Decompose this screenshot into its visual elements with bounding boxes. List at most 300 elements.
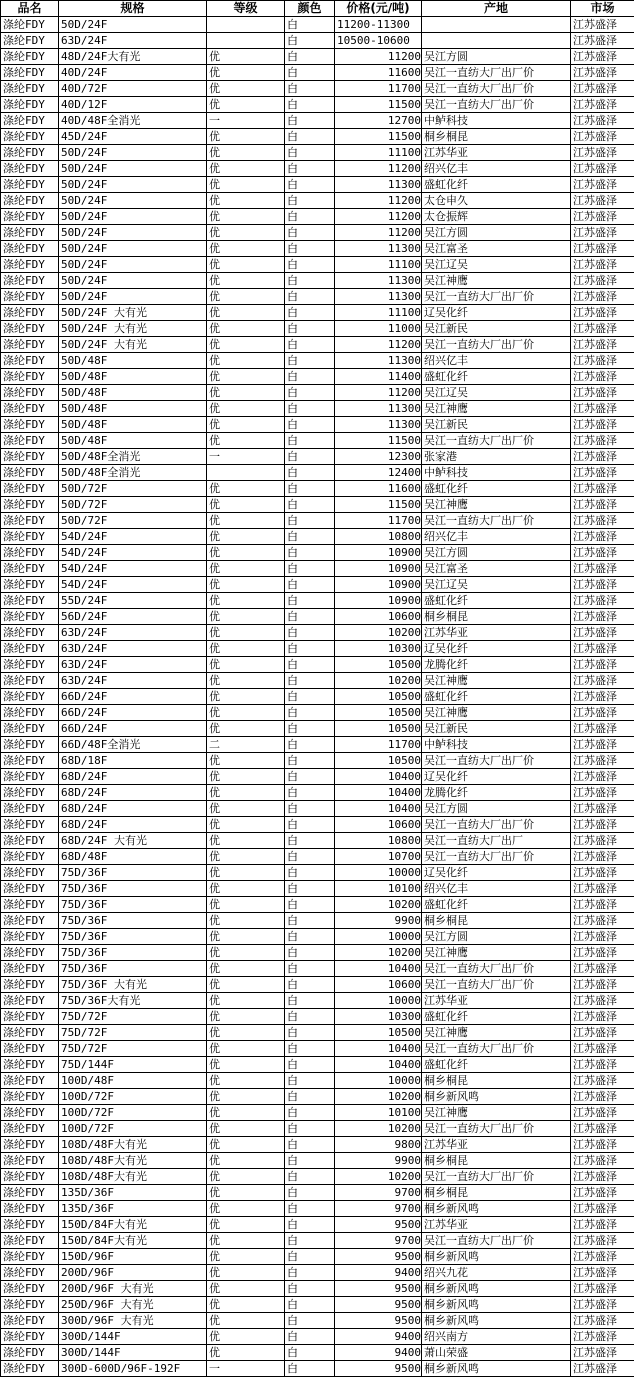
cell-market: 江苏盛泽 (571, 33, 634, 49)
table-row (1, 561, 634, 577)
cell-origin: 吴江一直纺大厂出厂价 (422, 81, 571, 97)
cell-grade: 优 (207, 513, 285, 529)
cell-origin: 桐乡新风鸣 (422, 1361, 571, 1377)
cell-grade: 优 (207, 289, 285, 305)
table-row (1, 497, 634, 513)
cell-product-name: 涤纶FDY (1, 817, 59, 833)
cell-market: 江苏盛泽 (571, 433, 634, 449)
cell-spec: 50D/24F (59, 289, 207, 305)
cell-product-name: 涤纶FDY (1, 737, 59, 753)
cell-market: 江苏盛泽 (571, 465, 634, 481)
table-row (1, 449, 634, 465)
cell-price: 11400 (335, 369, 422, 385)
cell-product-name: 涤纶FDY (1, 849, 59, 865)
cell-origin: 桐乡桐昆 (422, 129, 571, 145)
cell-product-name: 涤纶FDY (1, 1281, 59, 1297)
cell-grade: 优 (207, 817, 285, 833)
cell-color: 白 (285, 1185, 335, 1201)
cell-price: 10400 (335, 1057, 422, 1073)
cell-market: 江苏盛泽 (571, 1329, 634, 1345)
cell-grade (207, 17, 285, 33)
cell-spec: 66D/24F (59, 721, 207, 737)
cell-grade: 优 (207, 961, 285, 977)
cell-product-name: 涤纶FDY (1, 161, 59, 177)
cell-price: 9500 (335, 1313, 422, 1329)
table-row (1, 897, 634, 913)
cell-origin: 盛虹化纤 (422, 369, 571, 385)
cell-price: 10000 (335, 993, 422, 1009)
cell-price: 10600 (335, 817, 422, 833)
cell-price: 10000 (335, 1073, 422, 1089)
cell-price: 12300 (335, 449, 422, 465)
cell-color: 白 (285, 913, 335, 929)
cell-origin: 江苏华亚 (422, 625, 571, 641)
table-row (1, 65, 634, 81)
cell-color: 白 (285, 881, 335, 897)
cell-grade: 优 (207, 609, 285, 625)
cell-product-name: 涤纶FDY (1, 881, 59, 897)
cell-market: 江苏盛泽 (571, 385, 634, 401)
cell-origin: 绍兴九花 (422, 1265, 571, 1281)
cell-price: 10500 (335, 689, 422, 705)
cell-product-name: 涤纶FDY (1, 993, 59, 1009)
cell-origin: 吴江方圆 (422, 545, 571, 561)
cell-price: 10600 (335, 609, 422, 625)
cell-origin: 盛虹化纤 (422, 1009, 571, 1025)
cell-grade: 优 (207, 65, 285, 81)
cell-market: 江苏盛泽 (571, 97, 634, 113)
table-row (1, 1041, 634, 1057)
cell-grade: 优 (207, 257, 285, 273)
cell-origin: 太仓申久 (422, 193, 571, 209)
cell-origin: 太仓振辉 (422, 209, 571, 225)
cell-market: 江苏盛泽 (571, 881, 634, 897)
cell-price: 11500 (335, 497, 422, 513)
cell-market: 江苏盛泽 (571, 913, 634, 929)
cell-market: 江苏盛泽 (571, 337, 634, 353)
cell-market: 江苏盛泽 (571, 1009, 634, 1025)
table-row (1, 1281, 634, 1297)
cell-product-name: 涤纶FDY (1, 1233, 59, 1249)
cell-color: 白 (285, 785, 335, 801)
cell-origin: 桐乡桐昆 (422, 1153, 571, 1169)
cell-spec: 68D/18F (59, 753, 207, 769)
cell-color: 白 (285, 1201, 335, 1217)
cell-price: 11200 (335, 193, 422, 209)
cell-market: 江苏盛泽 (571, 177, 634, 193)
cell-price: 9700 (335, 1233, 422, 1249)
cell-color: 白 (285, 161, 335, 177)
cell-spec: 50D/24F (59, 209, 207, 225)
table-row (1, 1073, 634, 1089)
cell-product-name: 涤纶FDY (1, 353, 59, 369)
cell-spec: 50D/48F (59, 353, 207, 369)
cell-spec: 50D/24F (59, 193, 207, 209)
cell-origin: 江苏华亚 (422, 1137, 571, 1153)
cell-grade: 优 (207, 897, 285, 913)
cell-color: 白 (285, 305, 335, 321)
table-row (1, 1249, 634, 1265)
cell-origin: 吴江一直纺大厂出厂价 (422, 977, 571, 993)
cell-spec: 63D/24F (59, 657, 207, 673)
cell-spec: 75D/36F (59, 913, 207, 929)
cell-grade: 优 (207, 721, 285, 737)
cell-grade: 优 (207, 1057, 285, 1073)
cell-market: 江苏盛泽 (571, 1281, 634, 1297)
cell-product-name: 涤纶FDY (1, 1169, 59, 1185)
table-row (1, 881, 634, 897)
cell-market: 江苏盛泽 (571, 625, 634, 641)
table-row (1, 721, 634, 737)
cell-market: 江苏盛泽 (571, 673, 634, 689)
cell-market: 江苏盛泽 (571, 1345, 634, 1361)
cell-origin: 吴江一直纺大厂出厂价 (422, 65, 571, 81)
cell-grade: 优 (207, 593, 285, 609)
cell-market: 江苏盛泽 (571, 481, 634, 497)
cell-product-name: 涤纶FDY (1, 609, 59, 625)
cell-product-name: 涤纶FDY (1, 529, 59, 545)
cell-price: 9900 (335, 913, 422, 929)
cell-product-name: 涤纶FDY (1, 753, 59, 769)
cell-grade: 优 (207, 833, 285, 849)
table-row (1, 385, 634, 401)
cell-origin: 桐乡新风鸣 (422, 1313, 571, 1329)
cell-grade: 优 (207, 625, 285, 641)
cell-grade: 优 (207, 497, 285, 513)
cell-market: 江苏盛泽 (571, 353, 634, 369)
table-row (1, 913, 634, 929)
cell-market: 江苏盛泽 (571, 257, 634, 273)
cell-product-name: 涤纶FDY (1, 1073, 59, 1089)
cell-color: 白 (285, 753, 335, 769)
cell-origin: 盛虹化纤 (422, 1057, 571, 1073)
cell-market: 江苏盛泽 (571, 1121, 634, 1137)
table-row (1, 225, 634, 241)
cell-origin: 吴江神鹰 (422, 1025, 571, 1041)
cell-grade: 优 (207, 1201, 285, 1217)
table-row (1, 817, 634, 833)
cell-grade: 优 (207, 1313, 285, 1329)
cell-price: 10400 (335, 801, 422, 817)
cell-color: 白 (285, 433, 335, 449)
cell-origin: 吴江一直纺大厂出厂价 (422, 337, 571, 353)
table-row (1, 529, 634, 545)
table-row (1, 1201, 634, 1217)
cell-color: 白 (285, 1297, 335, 1313)
cell-spec: 100D/72F (59, 1121, 207, 1137)
cell-product-name: 涤纶FDY (1, 449, 59, 465)
cell-origin: 盛虹化纤 (422, 481, 571, 497)
cell-market: 江苏盛泽 (571, 1313, 634, 1329)
cell-price: 10400 (335, 961, 422, 977)
cell-product-name: 涤纶FDY (1, 321, 59, 337)
cell-spec: 40D/48F全消光 (59, 113, 207, 129)
cell-price: 10500 (335, 657, 422, 673)
cell-color: 白 (285, 465, 335, 481)
cell-spec: 75D/72F (59, 1025, 207, 1041)
cell-market: 江苏盛泽 (571, 497, 634, 513)
cell-spec: 50D/48F (59, 385, 207, 401)
cell-product-name: 涤纶FDY (1, 1153, 59, 1169)
table-row (1, 17, 634, 33)
table-row (1, 961, 634, 977)
cell-spec: 108D/48F大有光 (59, 1169, 207, 1185)
cell-price: 11000 (335, 321, 422, 337)
cell-origin: 绍兴亿丰 (422, 529, 571, 545)
cell-color: 白 (285, 705, 335, 721)
table-row (1, 785, 634, 801)
cell-color: 白 (285, 321, 335, 337)
cell-spec: 100D/72F (59, 1089, 207, 1105)
cell-price: 9700 (335, 1185, 422, 1201)
header-color: 颜色 (285, 1, 335, 17)
cell-color: 白 (285, 993, 335, 1009)
cell-grade: 优 (207, 881, 285, 897)
cell-market: 江苏盛泽 (571, 993, 634, 1009)
cell-spec: 50D/24F (59, 177, 207, 193)
cell-color: 白 (285, 577, 335, 593)
table-row (1, 625, 634, 641)
cell-market: 江苏盛泽 (571, 17, 634, 33)
cell-grade: 优 (207, 929, 285, 945)
header-market: 市场 (571, 1, 634, 17)
cell-spec: 68D/24F 大有光 (59, 833, 207, 849)
cell-market: 江苏盛泽 (571, 209, 634, 225)
cell-price: 10500-10600 (335, 33, 422, 49)
cell-price: 10400 (335, 785, 422, 801)
cell-color: 白 (285, 1041, 335, 1057)
cell-spec: 63D/24F (59, 673, 207, 689)
cell-spec: 63D/24F (59, 625, 207, 641)
table-row (1, 1009, 634, 1025)
cell-grade: 优 (207, 1025, 285, 1041)
cell-product-name: 涤纶FDY (1, 1089, 59, 1105)
cell-origin: 吴江方圆 (422, 49, 571, 65)
cell-price: 10800 (335, 529, 422, 545)
cell-product-name: 涤纶FDY (1, 193, 59, 209)
cell-color: 白 (285, 689, 335, 705)
cell-grade: 优 (207, 865, 285, 881)
cell-price: 9400 (335, 1345, 422, 1361)
cell-color: 白 (285, 241, 335, 257)
table-row (1, 1297, 634, 1313)
header-spec: 规格 (59, 1, 207, 17)
cell-grade: 优 (207, 481, 285, 497)
table-row (1, 465, 634, 481)
table-row (1, 657, 634, 673)
cell-market: 江苏盛泽 (571, 641, 634, 657)
cell-origin: 江苏华亚 (422, 993, 571, 1009)
cell-market: 江苏盛泽 (571, 1073, 634, 1089)
cell-origin: 辽吴化纤 (422, 305, 571, 321)
cell-origin: 中鲈科技 (422, 113, 571, 129)
cell-market: 江苏盛泽 (571, 401, 634, 417)
table-row (1, 833, 634, 849)
cell-origin: 吴江一直纺大厂出厂 (422, 833, 571, 849)
header-price: 价格(元/吨) (335, 1, 422, 17)
cell-color: 白 (285, 193, 335, 209)
cell-color: 白 (285, 849, 335, 865)
cell-spec: 45D/24F (59, 129, 207, 145)
cell-grade: 优 (207, 433, 285, 449)
cell-spec: 50D/48F (59, 417, 207, 433)
cell-origin (422, 17, 571, 33)
cell-price: 10500 (335, 705, 422, 721)
cell-grade: 优 (207, 913, 285, 929)
cell-grade: 优 (207, 81, 285, 97)
cell-grade: 优 (207, 369, 285, 385)
cell-price: 11100 (335, 145, 422, 161)
cell-product-name: 涤纶FDY (1, 1057, 59, 1073)
cell-spec: 75D/36F (59, 897, 207, 913)
cell-grade: 优 (207, 545, 285, 561)
cell-product-name: 涤纶FDY (1, 1329, 59, 1345)
cell-origin: 桐乡新风鸣 (422, 1201, 571, 1217)
table-row (1, 545, 634, 561)
table-row (1, 321, 634, 337)
cell-color: 白 (285, 1105, 335, 1121)
cell-market: 江苏盛泽 (571, 593, 634, 609)
cell-color: 白 (285, 513, 335, 529)
cell-color: 白 (285, 1329, 335, 1345)
cell-spec: 108D/48F大有光 (59, 1153, 207, 1169)
cell-market: 江苏盛泽 (571, 721, 634, 737)
cell-product-name: 涤纶FDY (1, 257, 59, 273)
cell-market: 江苏盛泽 (571, 113, 634, 129)
cell-spec: 50D/24F (59, 17, 207, 33)
table-row (1, 433, 634, 449)
cell-origin: 桐乡新风鸣 (422, 1297, 571, 1313)
table-row (1, 289, 634, 305)
cell-grade: 优 (207, 385, 285, 401)
cell-grade: 优 (207, 1089, 285, 1105)
cell-color: 白 (285, 897, 335, 913)
cell-color: 白 (285, 833, 335, 849)
cell-product-name: 涤纶FDY (1, 1345, 59, 1361)
cell-product-name: 涤纶FDY (1, 1201, 59, 1217)
cell-market: 江苏盛泽 (571, 1233, 634, 1249)
cell-origin: 桐乡桐昆 (422, 1185, 571, 1201)
cell-origin: 龙腾化纤 (422, 657, 571, 673)
table-row (1, 161, 634, 177)
cell-color: 白 (285, 225, 335, 241)
cell-price: 10700 (335, 849, 422, 865)
cell-spec: 50D/72F (59, 513, 207, 529)
cell-market: 江苏盛泽 (571, 1297, 634, 1313)
cell-market: 江苏盛泽 (571, 849, 634, 865)
cell-color: 白 (285, 177, 335, 193)
cell-grade: 优 (207, 641, 285, 657)
cell-price: 11200 (335, 161, 422, 177)
cell-color: 白 (285, 561, 335, 577)
cell-origin: 吴江富圣 (422, 561, 571, 577)
table-row (1, 1105, 634, 1121)
cell-color: 白 (285, 97, 335, 113)
cell-spec: 50D/24F (59, 145, 207, 161)
cell-spec: 135D/36F (59, 1185, 207, 1201)
cell-color: 白 (285, 945, 335, 961)
cell-color: 白 (285, 385, 335, 401)
cell-product-name: 涤纶FDY (1, 801, 59, 817)
cell-color: 白 (285, 1025, 335, 1041)
cell-grade (207, 33, 285, 49)
cell-market: 江苏盛泽 (571, 1265, 634, 1281)
cell-grade: 优 (207, 49, 285, 65)
cell-market: 江苏盛泽 (571, 1137, 634, 1153)
cell-origin: 吴江一直纺大厂出厂价 (422, 849, 571, 865)
cell-product-name: 涤纶FDY (1, 289, 59, 305)
cell-product-name: 涤纶FDY (1, 913, 59, 929)
cell-spec: 54D/24F (59, 577, 207, 593)
cell-product-name: 涤纶FDY (1, 33, 59, 49)
cell-product-name: 涤纶FDY (1, 177, 59, 193)
cell-product-name: 涤纶FDY (1, 65, 59, 81)
table-row (1, 97, 634, 113)
cell-market: 江苏盛泽 (571, 1041, 634, 1057)
cell-color: 白 (285, 49, 335, 65)
cell-market: 江苏盛泽 (571, 737, 634, 753)
cell-spec: 200D/96F 大有光 (59, 1281, 207, 1297)
table-row (1, 337, 634, 353)
cell-price: 10900 (335, 545, 422, 561)
cell-spec: 40D/24F (59, 65, 207, 81)
cell-price: 10500 (335, 753, 422, 769)
cell-grade: 一 (207, 449, 285, 465)
cell-spec: 50D/48F (59, 433, 207, 449)
table-row (1, 129, 634, 145)
cell-market: 江苏盛泽 (571, 1217, 634, 1233)
cell-market: 江苏盛泽 (571, 1249, 634, 1265)
cell-color: 白 (285, 33, 335, 49)
cell-origin: 吴江富圣 (422, 241, 571, 257)
cell-price: 11200-11300 (335, 17, 422, 33)
cell-origin: 辽吴化纤 (422, 641, 571, 657)
cell-origin: 吴江一直纺大厂出厂价 (422, 961, 571, 977)
cell-origin: 吴江一直纺大厂出厂价 (422, 753, 571, 769)
cell-product-name: 涤纶FDY (1, 961, 59, 977)
cell-color: 白 (285, 929, 335, 945)
cell-grade: 优 (207, 1121, 285, 1137)
table-row (1, 241, 634, 257)
cell-price: 10200 (335, 897, 422, 913)
cell-origin: 中鲈科技 (422, 737, 571, 753)
cell-grade: 优 (207, 417, 285, 433)
cell-grade: 优 (207, 273, 285, 289)
cell-origin: 吴江方圆 (422, 225, 571, 241)
cell-origin: 吴江神鹰 (422, 1105, 571, 1121)
cell-market: 江苏盛泽 (571, 529, 634, 545)
cell-grade: 一 (207, 1361, 285, 1377)
table-row (1, 177, 634, 193)
cell-product-name: 涤纶FDY (1, 865, 59, 881)
cell-price: 9500 (335, 1281, 422, 1297)
cell-origin: 吴江新民 (422, 321, 571, 337)
cell-market: 江苏盛泽 (571, 49, 634, 65)
cell-market: 江苏盛泽 (571, 193, 634, 209)
cell-color: 白 (285, 289, 335, 305)
cell-price: 9700 (335, 1201, 422, 1217)
cell-product-name: 涤纶FDY (1, 209, 59, 225)
cell-grade: 优 (207, 1137, 285, 1153)
cell-price: 11200 (335, 385, 422, 401)
cell-grade: 优 (207, 241, 285, 257)
cell-product-name: 涤纶FDY (1, 97, 59, 113)
cell-color: 白 (285, 369, 335, 385)
cell-product-name: 涤纶FDY (1, 1009, 59, 1025)
cell-product-name: 涤纶FDY (1, 833, 59, 849)
table-row (1, 1361, 634, 1377)
table-row (1, 609, 634, 625)
